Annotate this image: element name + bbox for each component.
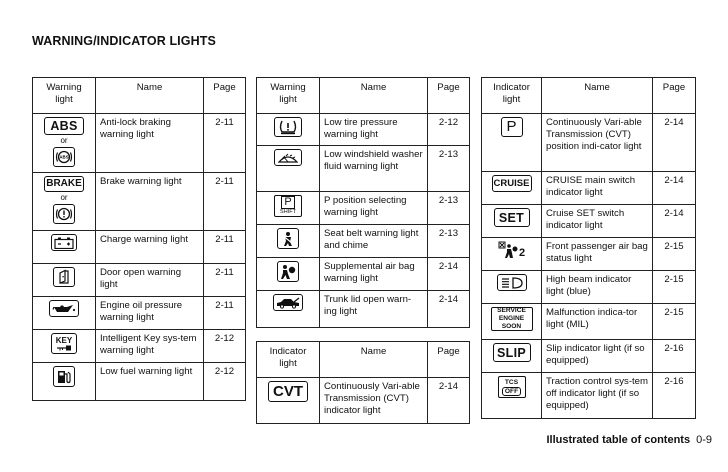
row-name: Low windshield washer fluid warning light xyxy=(320,146,428,192)
icon-cell xyxy=(482,271,542,304)
p-shift-icon xyxy=(274,195,302,217)
icon-cell xyxy=(33,231,96,264)
icon-cell xyxy=(482,340,542,373)
table-row xyxy=(482,238,696,271)
header-name: Name xyxy=(320,78,428,114)
row-page: 2-15 xyxy=(653,271,696,304)
row-name: Front passenger air bag status light xyxy=(542,238,653,271)
header-name: Name xyxy=(96,78,204,114)
header-warning-light: Warning light xyxy=(33,78,96,114)
table-row xyxy=(257,291,470,328)
service-engine-soon-icon xyxy=(491,307,533,331)
icon-cell xyxy=(482,304,542,340)
passenger-airbag-status-icon xyxy=(498,241,525,259)
table-row xyxy=(257,146,470,192)
table-row xyxy=(33,330,246,363)
row-name: Traction control sys-tem off indicator light (if so equipped) xyxy=(542,373,653,419)
row-page: 2-14 xyxy=(428,291,470,328)
row-name: Low fuel warning light xyxy=(96,363,204,401)
table-row xyxy=(482,304,696,340)
icon-cell xyxy=(257,291,320,328)
header-name: Name xyxy=(320,342,428,378)
row-page: 2-16 xyxy=(653,373,696,419)
row-name: Malfunction indica-tor light (MIL) xyxy=(542,304,653,340)
icon-cell xyxy=(33,363,96,401)
airbag-icon xyxy=(277,261,299,282)
icon-cell xyxy=(257,192,320,225)
key-icon xyxy=(51,333,77,354)
icon-cell xyxy=(482,373,542,419)
row-page: 2-13 xyxy=(428,225,470,258)
header-warning-light: Warning light xyxy=(257,78,320,114)
table-header-row xyxy=(33,78,246,114)
icon-cell xyxy=(257,225,320,258)
icon-cell xyxy=(482,238,542,271)
icon-cell xyxy=(257,378,320,424)
row-name: Intelligent Key sys-tem warning light xyxy=(96,330,204,363)
p-position-icon: P xyxy=(501,117,523,137)
set-icon: SET xyxy=(494,208,530,227)
seat-belt-icon xyxy=(277,228,299,249)
header-page: Page xyxy=(428,78,470,114)
row-name: Continuously Vari-able Transmission (CVT) indicator light xyxy=(320,378,428,424)
row-page: 2-13 xyxy=(428,146,470,192)
header-page: Page xyxy=(653,78,696,114)
abs-icon: ABS xyxy=(44,117,84,135)
row-name: Brake warning light xyxy=(96,173,204,231)
row-page: 2-14 xyxy=(653,114,696,172)
footer-page-number: 0-9 xyxy=(696,434,712,446)
table-row xyxy=(33,363,246,401)
washer-fluid-icon xyxy=(274,149,302,166)
row-page: 2-11 xyxy=(204,297,246,330)
row-name: CRUISE main switch indicator light xyxy=(542,172,653,205)
row-name: Low tire pressure warning light xyxy=(320,114,428,146)
header-page: Page xyxy=(204,78,246,114)
row-page: 2-12 xyxy=(428,114,470,146)
table-row xyxy=(482,172,696,205)
table-row xyxy=(33,231,246,264)
warning-lights-table-1 xyxy=(32,77,246,401)
off-text: OFF xyxy=(502,387,521,396)
table-row xyxy=(33,173,246,231)
abs-circle-icon xyxy=(53,147,75,167)
warning-lights-table-2 xyxy=(256,77,470,328)
footer-section-title: Illustrated table of contents xyxy=(546,434,691,446)
row-name: Seat belt warning light and chime xyxy=(320,225,428,258)
icon-cell xyxy=(257,146,320,192)
p-shift-p-text: P xyxy=(281,196,294,209)
row-page: 2-11 xyxy=(204,231,246,264)
row-name: High beam indicator light (blue) xyxy=(542,271,653,304)
cruise-icon: CRUISE xyxy=(492,175,532,192)
row-name: Continuously Vari-able Transmission (CVT) position indi-cator light xyxy=(542,114,653,172)
key-icon-text: KEY xyxy=(55,335,73,345)
row-name: P position selecting warning light xyxy=(320,192,428,225)
icon-cell xyxy=(257,114,320,146)
slip-icon: SLIP xyxy=(493,343,531,362)
icon-cell xyxy=(33,173,96,231)
table-row xyxy=(257,225,470,258)
oil-can-icon xyxy=(49,300,79,317)
service-text: SERVICE xyxy=(497,307,526,314)
icon-cell xyxy=(482,172,542,205)
row-page: 2-12 xyxy=(204,363,246,401)
or-label: or xyxy=(60,193,68,202)
table-row xyxy=(482,373,696,419)
row-name: Door open warning light xyxy=(96,264,204,297)
battery-icon xyxy=(51,234,77,251)
row-page: 2-14 xyxy=(428,378,470,424)
row-page: 2-16 xyxy=(653,340,696,373)
table-row xyxy=(257,114,470,146)
table-header-row xyxy=(257,78,470,114)
page-footer xyxy=(480,434,712,446)
row-name: Cruise SET switch indicator light xyxy=(542,205,653,238)
fuel-pump-icon xyxy=(53,366,75,387)
row-name: Charge warning light xyxy=(96,231,204,264)
table-row xyxy=(482,271,696,304)
tire-pressure-icon xyxy=(274,117,302,137)
header-indicator-light: Indicator light xyxy=(482,78,542,114)
table-row xyxy=(33,297,246,330)
icon-cell xyxy=(482,114,542,172)
table-row xyxy=(33,264,246,297)
cvt-icon: CVT xyxy=(268,381,308,402)
row-page: 2-13 xyxy=(428,192,470,225)
high-beam-icon xyxy=(497,274,527,291)
page-title: WARNING/INDICATOR LIGHTS xyxy=(32,34,216,48)
row-page: 2-14 xyxy=(653,205,696,238)
table-row xyxy=(257,378,470,424)
door-open-icon xyxy=(53,267,75,287)
icon-cell xyxy=(33,114,96,173)
or-label: or xyxy=(60,136,68,145)
soon-text: SOON xyxy=(501,323,522,330)
icon-cell xyxy=(257,258,320,291)
table-row xyxy=(257,192,470,225)
row-name: Engine oil pressure warning light xyxy=(96,297,204,330)
row-name: Supplemental air bag warning light xyxy=(320,258,428,291)
table-row xyxy=(257,258,470,291)
row-name: Anti-lock braking warning light xyxy=(96,114,204,173)
row-page: 2-14 xyxy=(653,172,696,205)
row-name: Trunk lid open warn-ing light xyxy=(320,291,428,328)
table-row xyxy=(482,205,696,238)
header-page: Page xyxy=(428,342,470,378)
table-row xyxy=(482,114,696,172)
abs-circle-text: ABS xyxy=(59,154,69,160)
indicator-lights-table-cvt xyxy=(256,341,470,424)
brake-icon: BRAKE xyxy=(44,176,84,192)
table-row xyxy=(33,114,246,173)
header-indicator-light: Indicator light xyxy=(257,342,320,378)
tcs-text: TCS xyxy=(504,378,519,386)
indicator-lights-table xyxy=(481,77,696,419)
icon-cell xyxy=(33,264,96,297)
row-page: 2-12 xyxy=(204,330,246,363)
icon-cell xyxy=(33,297,96,330)
row-page: 2-15 xyxy=(653,238,696,271)
brake-circle-icon xyxy=(53,204,75,224)
row-page: 2-14 xyxy=(428,258,470,291)
header-name: Name xyxy=(542,78,653,114)
row-name: Slip indicator light (if so equipped) xyxy=(542,340,653,373)
trunk-open-icon xyxy=(273,294,303,311)
airbag-status-number: 2 xyxy=(518,247,526,259)
icon-cell xyxy=(33,330,96,363)
p-shift-sub-text: SHIFT xyxy=(280,209,296,215)
table-header-row xyxy=(482,78,696,114)
icon-cell xyxy=(482,205,542,238)
table-row xyxy=(482,340,696,373)
row-page: 2-11 xyxy=(204,114,246,173)
row-page: 2-15 xyxy=(653,304,696,340)
tcs-off-icon xyxy=(498,376,526,398)
engine-text: ENGINE xyxy=(498,315,525,322)
row-page: 2-11 xyxy=(204,173,246,231)
table-header-row xyxy=(257,342,470,378)
row-page: 2-11 xyxy=(204,264,246,297)
